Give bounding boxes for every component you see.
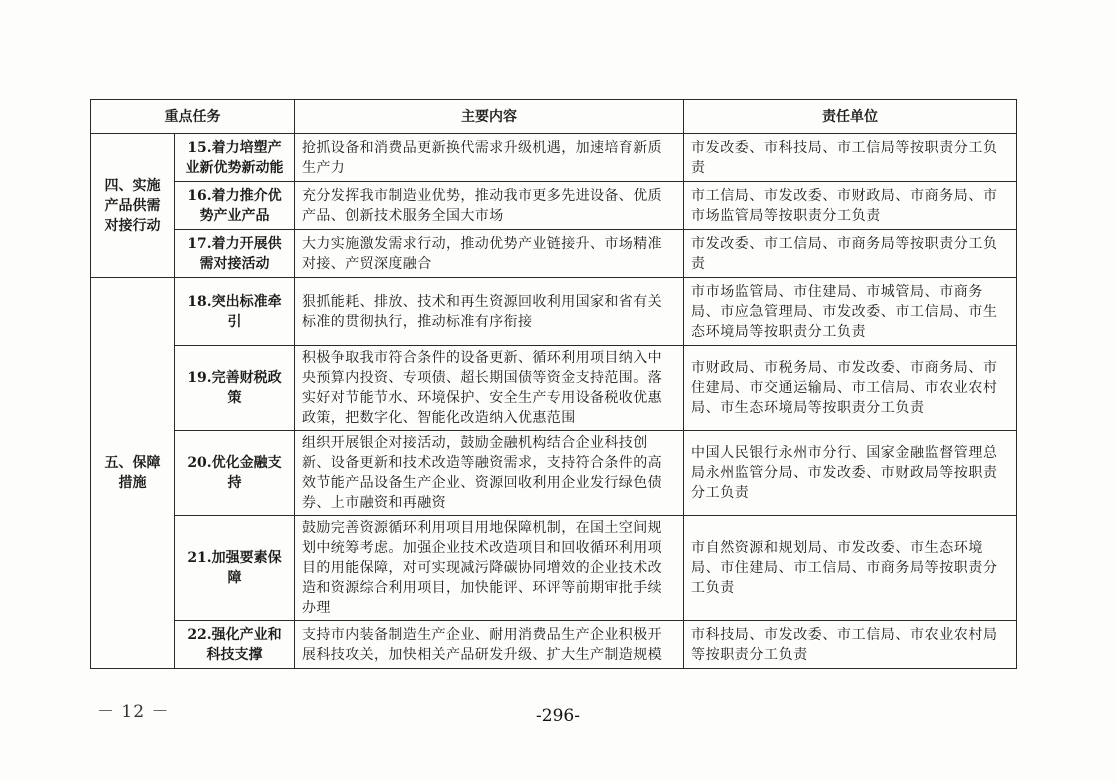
- units-cell: 市发改委、市工信局、市商务局等按职责分工负责: [684, 230, 1017, 278]
- task-cell: 15.着力培塑产业新优势新动能: [175, 134, 295, 182]
- task-cell: 19.完善财税政策: [175, 346, 295, 431]
- units-cell: 市工信局、市发改委、市财政局、市商务局、市市场监管局等按职责分工负责: [684, 182, 1017, 230]
- table-row: [91, 134, 1017, 182]
- table-row: [91, 516, 1017, 621]
- units-cell: 市科技局、市发改委、市工信局、市农业农村局等按职责分工负责: [684, 621, 1017, 669]
- table-row: [91, 621, 1017, 669]
- task-cell: 20.优化金融支持: [175, 431, 295, 516]
- units-cell: 市自然资源和规划局、市发改委、市生态环境局、市住建局、市工信局、市商务局等按职责分工负责: [684, 516, 1017, 621]
- content-cell: 充分发挥我市制造业优势，推动我市更多先进设备、优质产品、创新技术服务全国大市场: [295, 182, 684, 230]
- content-cell: 积极争取我市符合条件的设备更新、循环利用项目纳入中央预算内投资、专项债、超长期国债等资金支持范围。落实好对节能节水、环境保护、安全生产专用设备税收优惠政策，把数字化、智能化改造纳入优惠范围: [295, 346, 684, 431]
- content-cell: 支持市内装备制造生产企业、耐用消费品生产企业积极开展科技攻关，加快相关产品研发升级、扩大生产制造规模: [295, 621, 684, 669]
- table-header-row: [91, 100, 1017, 134]
- content-cell: 狠抓能耗、排放、技术和再生资源回收利用国家和省有关标准的贯彻执行，推动标准有序衔接: [295, 278, 684, 346]
- units-cell: 中国人民银行永州市分行、国家金融监督管理总局永州监管分局、市发改委、市财政局等按职责分工负责: [684, 431, 1017, 516]
- content-cell: 鼓励完善资源循环利用项目用地保障机制，在国土空间规划中统筹考虑。加强企业技术改造项目和回收循环利用项目的用能保障，对可实现减污降碳协同增效的企业技术改造和资源综合利用项目，加快能评、环评等前期审批手续办理: [295, 516, 684, 621]
- task-table: [90, 99, 1017, 669]
- task-cell: 22.强化产业和科技支撑: [175, 621, 295, 669]
- category-cell: 五、保障措施: [91, 278, 175, 669]
- header-content: 主要内容: [295, 100, 684, 134]
- units-cell: 市发改委、市科技局、市工信局等按职责分工负责: [684, 134, 1017, 182]
- document-number: -296-: [536, 706, 580, 726]
- task-cell: 16.着力推介优势产业产品: [175, 182, 295, 230]
- page-number: － 12 －: [97, 702, 170, 722]
- content-cell: 抢抓设备和消费品更新换代需求升级机遇，加速培育新质生产力: [295, 134, 684, 182]
- table-row: [91, 346, 1017, 431]
- table-row: [91, 431, 1017, 516]
- table-row: [91, 182, 1017, 230]
- task-cell: 18.突出标准牵引: [175, 278, 295, 346]
- header-task: 重点任务: [91, 100, 295, 134]
- header-units: 责任单位: [684, 100, 1017, 134]
- units-cell: 市财政局、市税务局、市发改委、市商务局、市住建局、市交通运输局、市工信局、市农业农村局、市生态环境局等按职责分工负责: [684, 346, 1017, 431]
- units-cell: 市市场监管局、市住建局、市城管局、市商务局、市应急管理局、市发改委、市工信局、市生态环境局等按职责分工负责: [684, 278, 1017, 346]
- task-cell: 17.着力开展供需对接活动: [175, 230, 295, 278]
- content-cell: 组织开展银企对接活动，鼓励金融机构结合企业科技创新、设备更新和技术改造等融资需求，支持符合条件的高效节能产品设备生产企业、资源回收利用企业发行绿色债券、上市融资和再融资: [295, 431, 684, 516]
- category-cell: 四、实施产品供需对接行动: [91, 134, 175, 278]
- table-row: [91, 230, 1017, 278]
- content-cell: 大力实施激发需求行动，推动优势产业链接升、市场精准对接、产贸深度融合: [295, 230, 684, 278]
- task-cell: 21.加强要素保障: [175, 516, 295, 621]
- table-row: [91, 278, 1017, 346]
